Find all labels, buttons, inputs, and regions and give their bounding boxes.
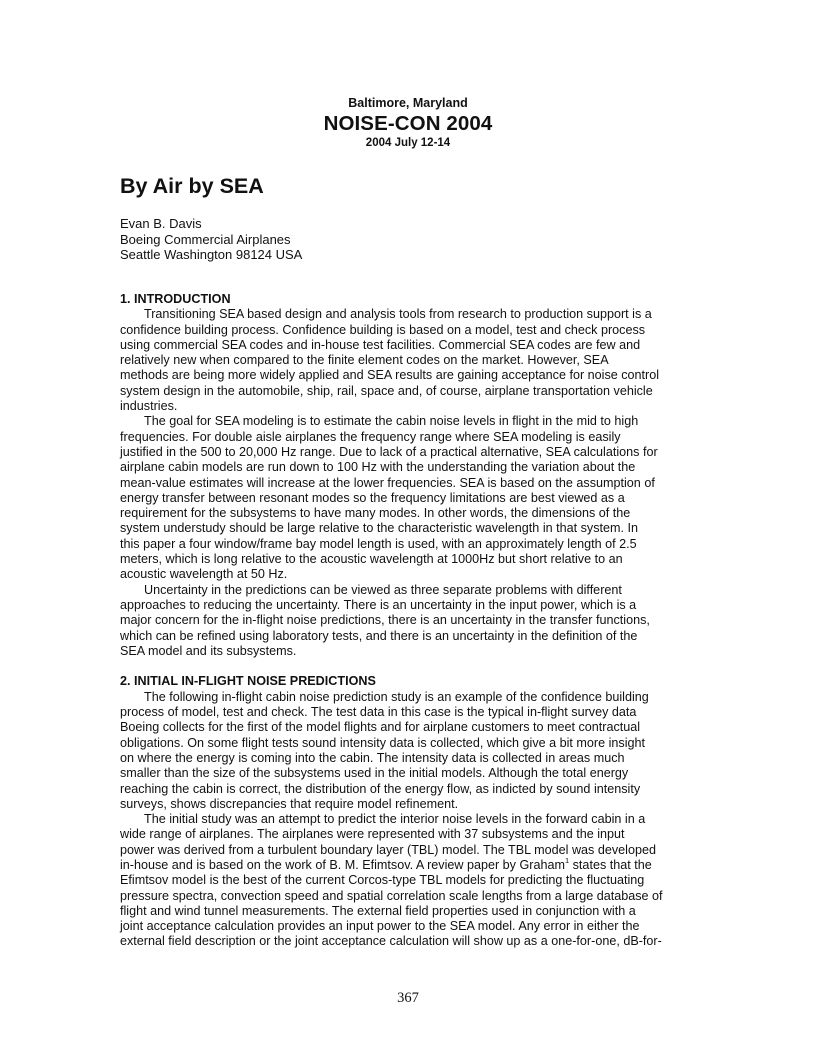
conference-title: NOISE-CON 2004 (323, 112, 493, 135)
body-line: major concern for the in-flight noise predictions, there is an uncertainty in the transfer functions, (120, 613, 650, 628)
body-line: industries. (120, 399, 178, 414)
body-line: which can be refined using laboratory tests, and there is an uncertainty in the definition of the (120, 628, 638, 643)
body-line: on where the energy is coming into the cabin. The intensity data is collected in areas much (120, 750, 625, 765)
body-line: reaching the cabin is correct, the distribution of the energy flow, as indicted by sound intensity (120, 781, 641, 796)
paper-body (120, 292, 702, 950)
citation-marker: 1 (564, 855, 570, 865)
body-line: Transitioning SEA based design and analysis tools from research to production support is a (144, 307, 652, 322)
body-line: obligations. On some flight tests sound intensity data is collected, which give a bit more insight (120, 735, 646, 750)
body-line: requirement for the subsystems to have many modes. In other words, the dimensions of the (120, 506, 631, 521)
body-line: surveys, shows discrepancies that require model refinement. (120, 796, 459, 811)
body-line: Efimtsov model is the best of the current Corcos-type TBL models for predicting the fluctuating (120, 873, 645, 888)
body-line: approaches to reducing the uncertainty. There is an uncertainty in the input power, which is a (120, 597, 637, 612)
author-name: Evan B. Davis (120, 216, 202, 231)
body-line-tail: states that the (569, 857, 652, 872)
section-heading: 2. INITIAL IN-FLIGHT NOISE PREDICTIONS (120, 674, 376, 689)
body-line: mean-value estimates will increase at the lower frequencies. SEA is based on the assumption of (120, 475, 655, 490)
body-line: external field description or the joint acceptance calculation will show up as a one-for-one, dB-for- (120, 934, 662, 949)
author-address: Seattle Washington 98124 USA (120, 247, 303, 263)
body-line: this paper a four window/frame bay model length is used, with an approximately length of 2.5 (120, 536, 637, 551)
conference-location: Baltimore, Maryland (348, 96, 468, 110)
page-number: 367 (397, 990, 419, 1006)
body-line: meters, which is long relative to the acoustic wavelength at 1000Hz but short relative to an (120, 552, 623, 567)
body-line: energy transfer between resonant modes so the frequency limitations are best viewed as a (120, 490, 625, 505)
body-line: The initial study was an attempt to predict the interior noise levels in the forward cabin in a (144, 812, 646, 827)
section-heading: 1. INTRODUCTION (120, 292, 231, 306)
body-line-text: in-house and is based on the work of B. M. Efimtsov. A review paper by Graham (120, 857, 565, 872)
body-line: pressure spectra, convection speed and spatial correlation scale lengths from a large database of (120, 888, 663, 903)
body-line: airplane cabin models are run down to 100 Hz with the understanding the variation about the (120, 460, 636, 475)
body-line: The goal for SEA modeling is to estimate the cabin noise levels in flight in the mid to high (144, 414, 639, 429)
body-line: wide range of airplanes. The airplanes were represented with 37 subsystems and the input (120, 827, 625, 842)
body-line: power was derived from a turbulent boundary layer (TBL) model. The TBL model was developed (120, 842, 656, 857)
body-line: process of model, test and check. The test data in this case is the typical in-flight survey data (120, 705, 637, 720)
body-line: frequencies. For double aisle airplanes the frequency range where SEA modeling is easily (120, 429, 621, 444)
body-line: relatively new when compared to the finite element codes on the market. However, SEA (120, 353, 609, 368)
paragraph-gap (120, 659, 702, 674)
body-line: joint acceptance calculation provides an input power to the SEA model. Any error in either the (120, 919, 640, 934)
conference-date: 2004 July 12-14 (365, 137, 451, 149)
body-line: methods are being more widely applied and SEA results are gaining acceptance for noise control (120, 368, 660, 383)
body-line-with-citation (120, 855, 702, 873)
body-line: acoustic wavelength at 50 Hz. (120, 567, 288, 582)
body-line: confidence building process. Confidence building is based on a model, test and check process (120, 322, 646, 337)
body-line: system design in the automobile, ship, rail, space and, of course, airplane transportation vehicle (120, 383, 653, 398)
body-line: using commercial SEA codes and in-house test facilities. Commercial SEA codes are few and (120, 337, 641, 352)
body-line: justified in the 500 to 20,000 Hz range. Due to lack of a practical alternative, SEA calculations for (120, 444, 658, 459)
author-affiliation: Boeing Commercial Airplanes (120, 231, 291, 247)
paper-title: By Air by SEA (120, 174, 264, 198)
author-block (120, 216, 302, 263)
body-line: SEA model and its subsystems. (120, 643, 297, 658)
body-line: smaller than the size of the subsystems used in the initial models. Although the total energy (120, 766, 629, 781)
body-line: Boeing collects for the first of the model flights and for airplane customers to meet contractual (120, 720, 641, 735)
body-line: The following in-flight cabin noise prediction study is an example of the confidence building (144, 689, 649, 704)
body-line: flight and wind tunnel measurements. The external field properties used in conjunction with a (120, 903, 636, 918)
body-line: Uncertainty in the predictions can be viewed as three separate problems with different (144, 582, 622, 597)
body-line: system understudy should be large relative to the characteristic wavelength in that system. In (120, 521, 639, 536)
